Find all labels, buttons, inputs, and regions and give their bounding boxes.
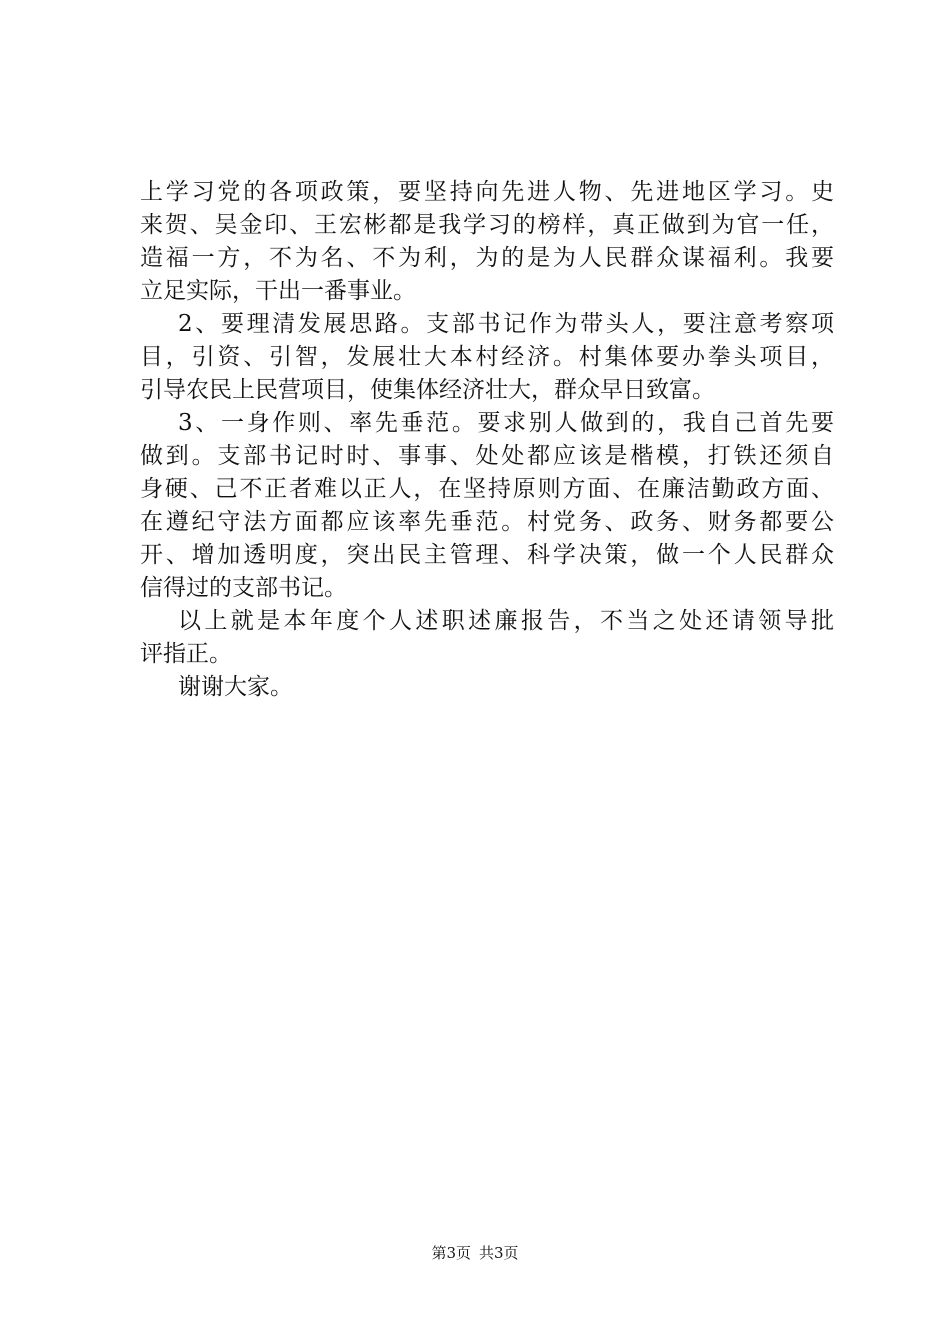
text-line: 2、要理清发展思路。支部书记作为带头人，要注意考察项 <box>178 311 834 337</box>
page-footer <box>0 1243 950 1263</box>
text-line: 谢谢大家。 <box>178 674 293 700</box>
text-line: 在遵纪守法方面都应该率先垂范。村党务、政务、财务都要公 <box>140 509 834 535</box>
page-number: 第3页 <box>431 1244 471 1262</box>
page-total: 共3页 <box>479 1244 519 1262</box>
text-line: 目，引资、引智，发展壮大本村经济。村集体要办拳头项目， <box>140 344 834 370</box>
text-line: 做到。支部书记时时、事事、处处都应该是楷模，打铁还须自 <box>140 443 834 469</box>
text-line: 立足实际，干出一番事业。 <box>140 278 416 304</box>
text-line: 开、增加透明度，突出民主管理、科学决策，做一个人民群众 <box>140 542 834 568</box>
text-line: 以上就是本年度个人述职述廉报告，不当之处还请领导批 <box>178 608 834 634</box>
text-line: 信得过的支部书记。 <box>140 575 347 601</box>
text-line: 评指正。 <box>140 641 232 667</box>
text-line: 引导农民上民营项目，使集体经济壮大，群众早日致富。 <box>140 377 715 403</box>
text-line: 来贺、吴金印、王宏彬都是我学习的榜样，真正做到为官一任， <box>140 212 834 238</box>
document-body <box>140 176 834 704</box>
text-line: 3、一身作则、率先垂范。要求别人做到的，我自己首先要 <box>178 410 834 436</box>
text-line: 上学习党的各项政策，要坚持向先进人物、先进地区学习。史 <box>140 179 834 205</box>
text-line: 造福一方，不为名、不为利，为的是为人民群众谋福利。我要 <box>140 245 834 271</box>
text-line: 身硬、己不正者难以正人，在坚持原则方面、在廉洁勤政方面、 <box>140 476 834 502</box>
